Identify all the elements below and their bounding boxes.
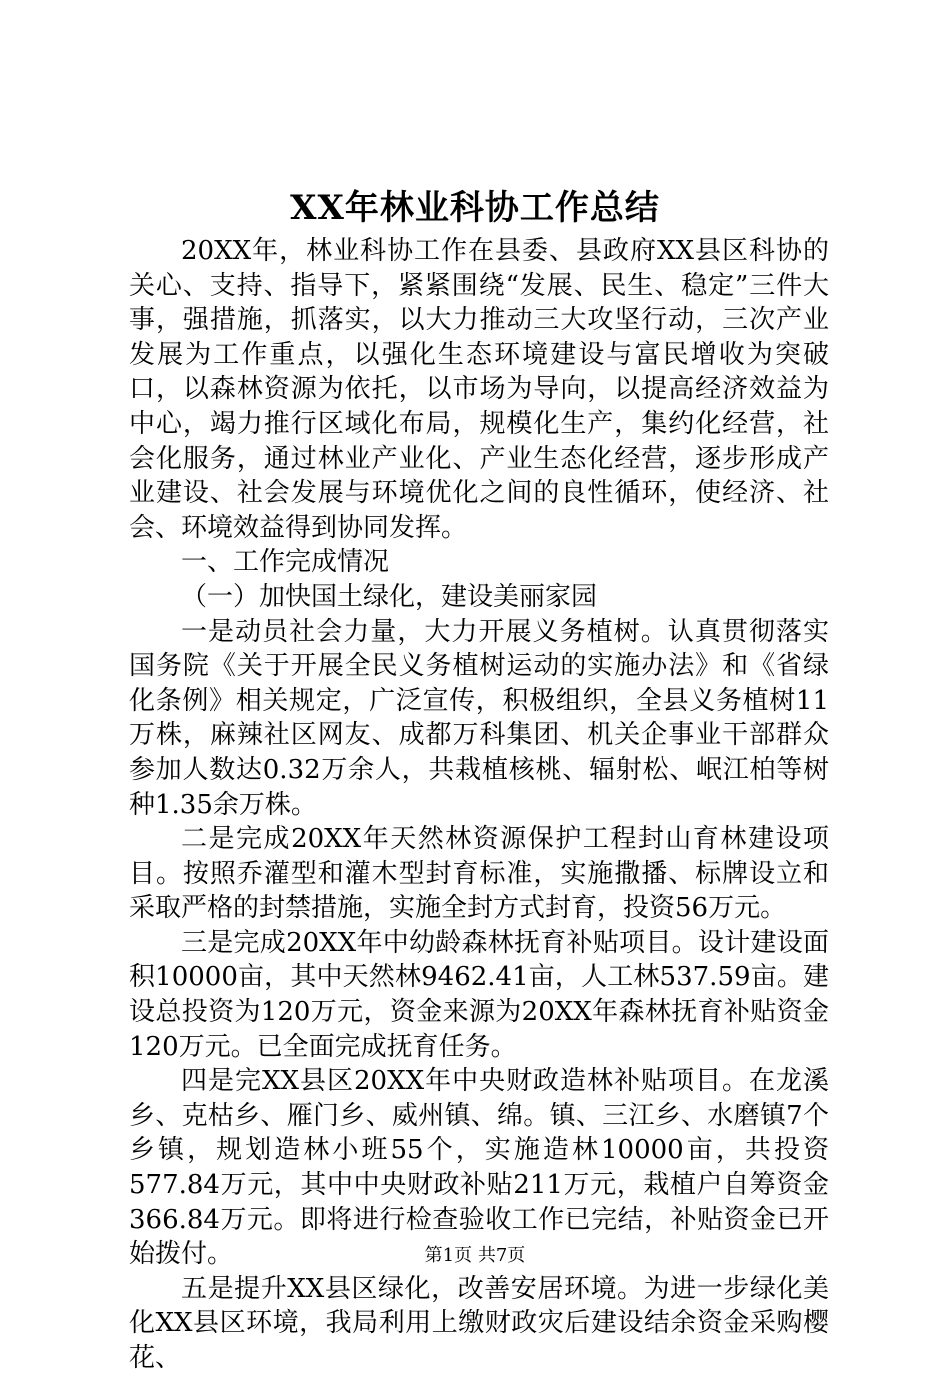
body-paragraph: 一是动员社会力量，大力开展义务植树。认真贯彻落实国务院《关于开展全民义务植树运动的实施办法》和《省绿化条例》相关规定，广泛宣传，积极组织，全县义务植树11万株，麻辣社区网友、成都万科集团、机关企事业干部群众参加人数达0.32万余人，共栽植核桃、辐射松、岷江柏等树种1.35余万株。 bbox=[129, 616, 829, 820]
intro-paragraph: 20XX年，林业科协工作在县委、县政府XX县区科协的关心、支持、指导下，紧紧围绕“发展、民生、稳定”三件大事，强措施，抓落实，以大力推动三大攻坚行动，三次产业发展为工作重点，以强化生态环境建设与富民增收为突破口，以森林资源为依托，以市场为导向，以提高经济效益为中心，竭力推行区域化布局，规模化生产，集约化经营，社会化服务，通过林业产业化、产业生态化经营，逐步形成产业建设、社会发展与环境优化之间的良性循环，使经济、社会、环境效益得到协同发挥。 bbox=[129, 236, 829, 543]
body-paragraph: 五是提升XX县区绿化，改善安居环境。为进一步绿化美化XX县区环境，我局利用上缴财政灾后建设结余资金采购樱花、 bbox=[129, 1273, 829, 1373]
body-paragraph: 四是完XX县区20XX年中央财政造林补贴项目。在龙溪乡、克枯乡、雁门乡、威州镇、绵。镇、三江乡、水磨镇7个乡镇，规划造林小班55个，实施造林10000亩，共投资577.84万元，其中中央财政补贴211万元，栽植户自筹资金366.84万元。即将进行检查验收工作已完结，补贴资金已开始拨付。 bbox=[129, 1066, 829, 1270]
subsection-heading: （一）加快国土绿化，建设美丽家园 bbox=[181, 581, 598, 612]
document-title: XX年林业科协工作总结 bbox=[290, 188, 660, 228]
section-heading: 一、工作完成情况 bbox=[181, 547, 390, 578]
body-paragraph: 三是完成20XX年中幼龄森林抚育补贴项目。设计建设面积10000亩，其中天然林9462.41亩，人工林537.59亩。建设总投资为120万元，资金来源为20XX年森林抚育补贴资金120万元。已全面完成抚育任务。 bbox=[129, 927, 829, 1062]
document-body bbox=[129, 234, 829, 1376]
page-number-footer: 第1页 共7页 bbox=[424, 1245, 526, 1266]
body-paragraph: 二是完成20XX年天然林资源保护工程封山育林建设项目。按照乔灌型和灌木型封育标准，实施撒播、标牌设立和采取严格的封禁措施，实施全封方式封育，投资56万元。 bbox=[129, 824, 829, 924]
